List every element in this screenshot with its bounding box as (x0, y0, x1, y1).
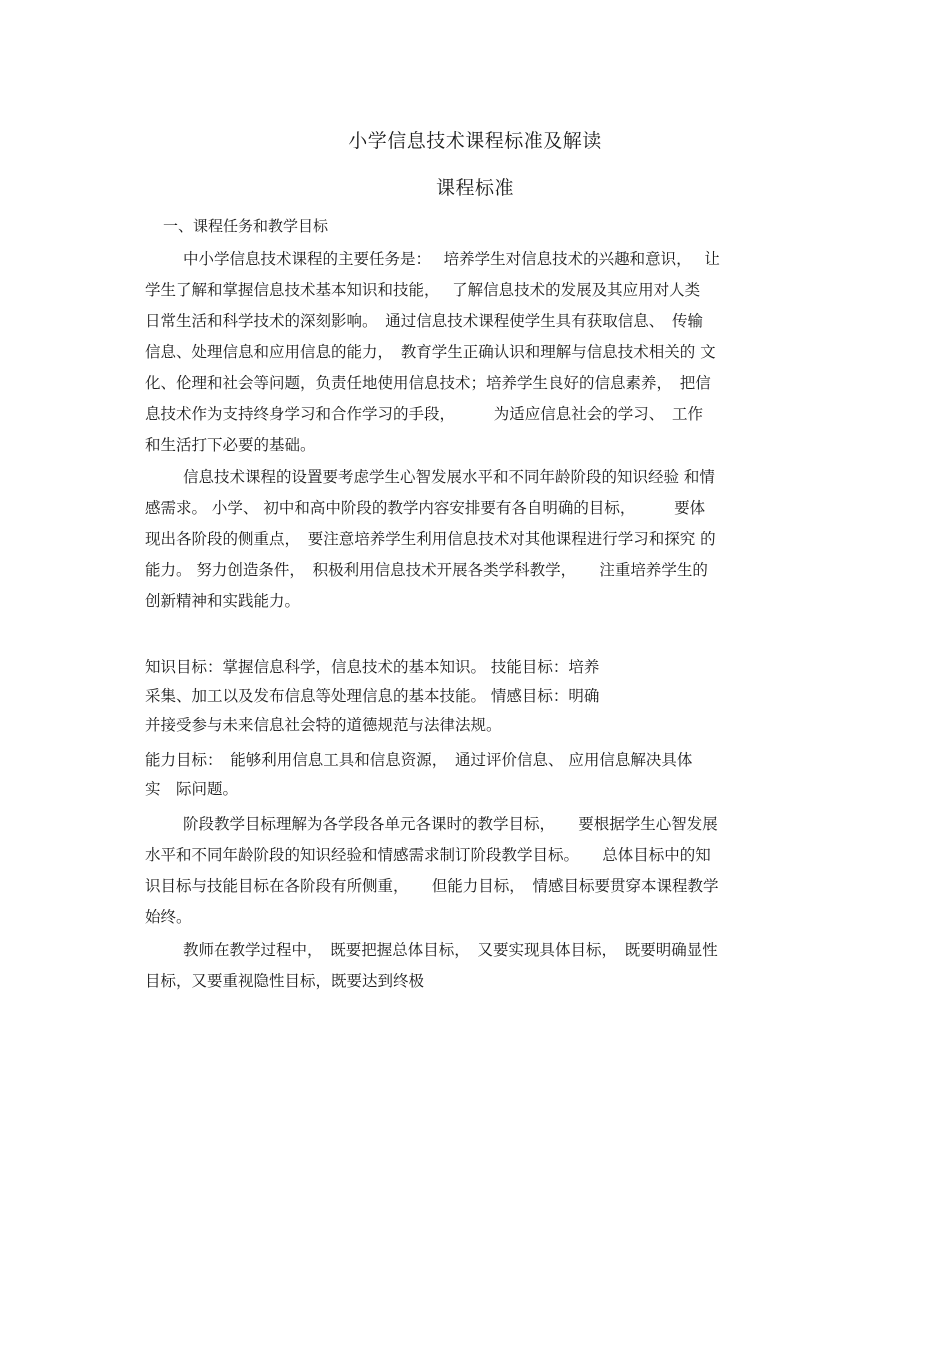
ability-goal-line: 实 际问题。 (145, 780, 239, 798)
paragraph-line: 阶段教学目标理解为各学段各单元各课时的教学目标， 要根据学生心智发展 (183, 815, 718, 833)
goals-line: 采集、加工以及发布信息等处理信息的基本技能。 情感目标：明确 (145, 687, 600, 705)
goals-line: 并接受参与未来信息社会特的道德规范与法律法规。 (145, 716, 502, 734)
paragraph-line: 学生了解和掌握信息技术基本知识和技能， 了解信息技术的发展及其应用对人类 (145, 281, 701, 299)
paragraph-line: 目标，又要重视隐性目标，既要达到终极 (145, 972, 425, 990)
paragraph-line: 息技术作为支持终身学习和合作学习的手段， 为适应信息社会的学习、 工作 (145, 405, 704, 423)
section-heading: 一、课程任务和教学目标 (163, 217, 329, 235)
paragraph-line: 创新精神和实践能力。 (145, 592, 301, 610)
paragraph-line: 教师在教学过程中， 既要把握总体目标， 又要实现具体目标， 既要明确显性 (183, 941, 718, 959)
paragraph-line: 中小学信息技术课程的主要任务是： 培养学生对信息技术的兴趣和意识， 让 (183, 250, 720, 268)
document-title: 小学信息技术课程标准及解读 (348, 130, 602, 152)
paragraph-line: 日常生活和科学技术的深刻影响。 通过信息技术课程使学生具有获取信息、 传输 (145, 312, 704, 330)
paragraph-line: 信息技术课程的设置要考虑学生心智发展水平和不同年龄阶段的知识经验 和情 (183, 468, 715, 486)
document-subtitle: 课程标准 (435, 177, 514, 199)
paragraph-line: 化、伦理和社会等问题，负责任地使用信息技术；培养学生良好的信息素养， 把信 (145, 374, 711, 392)
paragraph-line: 始终。 (145, 908, 192, 926)
paragraph-line: 现出各阶段的侧重点， 要注意培养学生利用信息技术对其他课程进行学习和探究 的 (145, 530, 716, 548)
paragraph-line: 和生活打下必要的基础。 (145, 436, 316, 454)
goals-line: 知识目标：掌握信息科学，信息技术的基本知识。 技能目标：培养 (145, 658, 600, 676)
paragraph-line: 水平和不同年龄阶段的知识经验和情感需求制订阶段教学目标。 总体目标中的知 (145, 846, 711, 864)
paragraph-line: 能力。 努力创造条件， 积极利用信息技术开展各类学科教学， 注重培养学生的 (145, 561, 708, 579)
paragraph-line: 感需求。 小学、 初中和高中阶段的教学内容安排要有各自明确的目标， 要体 (145, 499, 706, 517)
paragraph-line: 信息、处理信息和应用信息的能力， 教育学生正确认识和理解与信息技术相关的 文 (145, 343, 716, 361)
paragraph-line: 识目标与技能目标在各阶段有所侧重， 但能力目标， 情感目标要贯穿本课程教学 (145, 877, 719, 895)
ability-goal-line: 能力目标： 能够利用信息工具和信息资源， 通过评价信息、 应用信息解决具体 (145, 751, 693, 769)
